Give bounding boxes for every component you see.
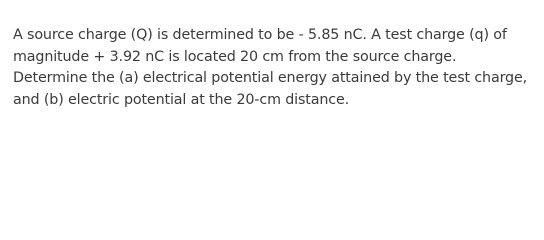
question-text: [13, 25, 534, 111]
question-line-4: and (b) electric potential at the 20-cm distance.: [13, 91, 350, 108]
question-line-3: Determine the (a) electrical potential energy attained by the test charge,: [13, 70, 528, 86]
question-line-1: A source charge (Q) is determined to be - 5.85 nC. A test charge (q) of: [13, 27, 507, 43]
question-line-2: magnitude + 3.92 nC is located 20 cm from the source charge.: [13, 48, 457, 65]
